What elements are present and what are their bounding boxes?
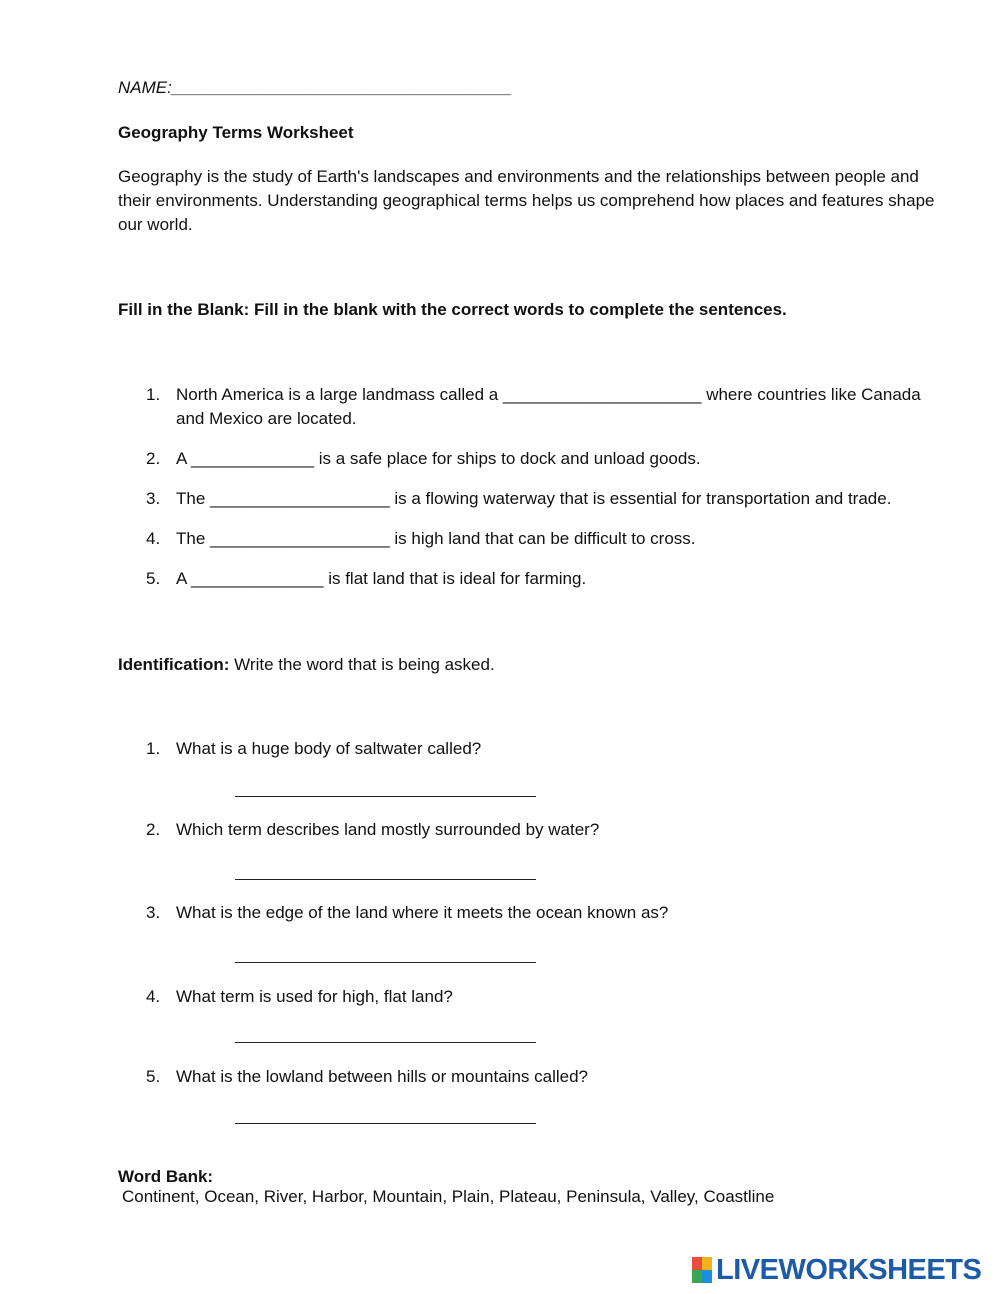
identification-item-3 [146,901,946,925]
item-number: 1. [146,385,161,404]
item-text: A ______________ is flat land that is ideal for farming. [176,569,587,588]
worksheet-title: Geography Terms Worksheet [118,123,354,142]
logo-tile [692,1270,702,1283]
item-text: North America is a large landmass called a _____________________ where countries like Canada and Mexico are located. [176,385,921,428]
name-field-label: NAME:____________________________________ [118,78,513,97]
item-question: What is the edge of the land where it meets the ocean known as? [176,903,669,922]
logo-text: LIVEWORKSHEETS [716,1253,982,1286]
answer-line-1[interactable] [235,796,536,797]
item-text: A _____________ is a safe place for ships to dock and unload goods. [176,449,701,468]
answer-line-2[interactable] [235,879,536,880]
item-text: The ___________________ is high land that can be difficult to cross. [176,529,696,548]
item-question: What is a huge body of saltwater called? [176,739,482,758]
fill-blank-item-1 [146,383,946,431]
item-number: 3. [146,903,161,922]
identification-heading-bold: Identification: [118,655,230,674]
logo-tile [692,1257,702,1270]
item-text: The ___________________ is a flowing waterway that is essential for transportation and trade. [176,489,892,508]
identification-heading [118,655,495,675]
answer-line-3[interactable] [235,962,536,963]
item-question: Which term describes land mostly surrounded by water? [176,820,600,839]
fill-blank-item-4 [146,527,946,551]
answer-line-4[interactable] [235,1042,536,1043]
item-question: What is the lowland between hills or mountains called? [176,1067,589,1086]
item-number: 1. [146,739,161,758]
item-number: 5. [146,1067,161,1086]
item-number: 2. [146,820,161,839]
identification-item-4 [146,985,946,1009]
identification-item-1 [146,737,946,761]
fill-blank-item-3 [146,487,946,511]
item-number: 2. [146,449,161,468]
identification-heading-rest: Write the word that is being asked. [229,655,495,674]
logo-tile [702,1257,712,1270]
fill-blank-item-5 [146,567,946,591]
identification-item-2 [146,818,946,842]
logo-tile [702,1270,712,1283]
item-question: What term is used for high, flat land? [176,987,453,1006]
word-bank-label: Word Bank: [118,1167,214,1186]
liveworksheets-logo [692,1254,981,1286]
fill-in-blank-heading: Fill in the Blank: Fill in the blank with the correct words to complete the sentences. [118,300,787,319]
item-number: 3. [146,489,161,508]
answer-line-5[interactable] [235,1123,536,1124]
logo-mark-icon [692,1257,712,1283]
fill-blank-item-2 [146,447,946,471]
intro-paragraph: Geography is the study of Earth's landscapes and environments and the relationships between people and their environments. Understanding geographical terms helps us comprehend how places and features shape our world. [118,167,935,234]
identification-item-5 [146,1065,946,1089]
word-bank-list: Continent, Ocean, River, Harbor, Mountain, Plain, Plateau, Peninsula, Valley, Coastline [122,1187,775,1206]
item-number: 4. [146,987,161,1006]
item-number: 4. [146,529,161,548]
item-number: 5. [146,569,161,588]
